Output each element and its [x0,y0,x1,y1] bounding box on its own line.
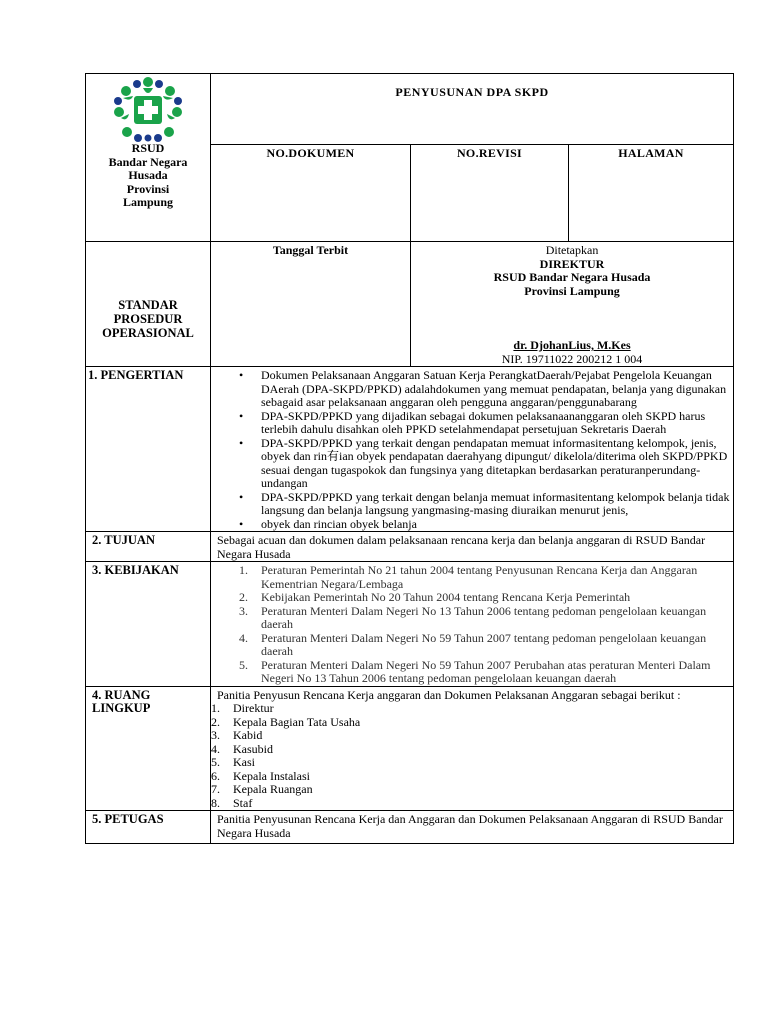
no-dokumen-header: NO.DOKUMEN [211,145,411,242]
label-line: LINGKUP [92,701,151,715]
item-number: 7. [211,782,220,796]
item-text: Peraturan Menteri Dalam Negeri No 59 Tahun 2007 tentang pedoman pengelolaan keuangan daerah [261,630,707,658]
kebijakan-label: 3. KEBIJAKAN [86,562,211,687]
item-number: 2. [211,714,220,729]
list-item [211,741,733,757]
item-text: Staf [233,795,253,810]
ruang-lingkup-intro: Panitia Penyusun Rencana Kerja anggaran dan Dokumen Pelaksanan Anggaran sebagai berikut : [217,687,681,702]
approval-line: Provinsi Lampung [524,283,620,298]
item-text: Kepala Instalasi [233,768,310,783]
organization-name [86,142,210,210]
approval-line: RSUD Bandar Negara Husada [493,270,651,284]
pengertian-content [211,367,734,532]
item-number: 1. [239,563,248,577]
list-item [211,782,733,797]
item-text: Kepala Bagian Tata Usaha [233,714,361,729]
item-number: 8. [211,795,220,810]
petugas-text: Panitia Penyusunan Rencana Kerja dan Anggaran dan Dokumen Pelaksanaan Anggaran di RSUD Bandar Negara Husada [211,811,734,844]
no-revisi-header: NO.REVISI [411,145,569,242]
list-item: • DPA-SKPD/PPKD yang terkait dengan pendapatan memuat informasitentang kelompok, jenis, obyek dan rin有ian obyek pendapatan daerahyang dipungut/ dikelola/diterima oleh SKPD/PPKD sesuai dengan tugaspokok dan fungsinya yang ditetapkan berdasarkan peraturanperundang-undangan [261,437,733,491]
item-number: 4. [211,741,220,756]
list-item [239,563,733,591]
item-number: 2. [239,590,248,604]
item-text: Kebijakan Pemerintah No 20 Tahun 2004 tentang Rencana Kerja Pemerintah [261,590,631,604]
signer-name: dr. DjohanLius, M.Kes [513,338,631,352]
approval-line: DIREKTUR [539,256,605,271]
ruang-lingkup-label [86,686,211,811]
label-line: 4. RUANG [92,687,151,702]
logo-cell [86,74,211,242]
org-line: Provinsi [126,181,170,196]
approval-cell [411,242,734,367]
kebijakan-content [211,562,734,687]
sop-label-cell [86,242,211,367]
ruang-lingkup-list [211,702,733,810]
list-item [211,768,733,784]
list-item [239,657,733,686]
tanggal-terbit-label: Tanggal Terbit [211,242,411,367]
kebijakan-list [211,564,733,686]
list-item [211,795,733,811]
list-item [239,630,733,659]
org-line: RSUD [131,141,165,155]
list-item [239,603,733,632]
pengertian-list [211,369,733,531]
sop-document [85,73,733,844]
item-text: Peraturan Pemerintah No 21 tahun 2004 tentang Penyusunan Rencana Kerja dan Anggaran Kementrian Negara/Lembaga [261,563,698,591]
list-item: • obyek dan rincian obyek belanja [261,518,733,532]
item-text: Kasi [233,755,255,769]
document-title: PENYUSUNAN DPA SKPD [211,74,734,145]
item-text: Kepala Ruangan [233,782,313,796]
list-item [211,701,733,716]
tujuan-text: Sebagai acuan dan dokumen dalam pelaksanaan rencana kerja dan belanja anggaran di RSUD Bandar Negara Husada [211,532,734,562]
item-number: 3. [211,728,220,742]
halaman-header: HALAMAN [569,145,734,242]
approval-line: Ditetapkan [545,243,599,257]
pengertian-label: 1. PENGERTIAN [86,367,211,532]
list-item: • DPA-SKPD/PPKD yang terkait dengan belanja memuat informasitentang kelompok belanja tidak langsung dan belanja langsung yangmasing-masing diuraikan menurut jenis, [261,491,733,518]
item-number: 4. [239,630,248,645]
petugas-label: 5. PETUGAS [86,811,211,844]
tujuan-label: 2. TUJUAN [86,532,211,562]
sop-label-line: PROSEDUR [113,312,183,326]
hospital-logo-icon [113,76,183,142]
item-text: Peraturan Menteri Dalam Negeri No 13 Tahun 2006 tentang pedoman pengelolaan keuangan daerah [261,603,707,631]
list-item [211,755,733,770]
org-line: Lampung [122,195,174,209]
list-item [211,728,733,743]
org-line: Bandar Negara [108,154,188,169]
item-text: Kabid [233,728,263,742]
org-line: Husada [128,168,168,182]
item-text: Direktur [233,701,274,715]
sop-label-line: OPERASIONAL [102,326,194,340]
item-number: 3. [239,603,248,618]
item-number: 1. [211,701,220,715]
list-item [239,590,733,605]
list-item [211,714,733,730]
item-number: 5. [211,755,220,769]
list-item: • Dokumen Pelaksanaan Anggaran Satuan Kerja PerangkatDaerah/Pejabat Pengelola Keuangan DAerah (DPA-SKPD/PPKD) adalahdokumen yang memuat pendapatan, belanja yang digunakan sebagaid asar pelaksanaan anggaran oleh pengguna anggaran/penggunabarang [261,369,733,410]
item-text: Kasubid [233,741,273,756]
item-number: 6. [211,768,220,783]
item-text: Peraturan Menteri Dalam Negeri No 59 Tahun 2007 Perubahan atas peraturan Menteri Dalam Negeri No 13 Tahun 2006 tentang pedoman pengelolaan keuangan daerah [261,657,711,685]
sop-label-line: STANDAR [118,298,178,312]
item-number: 5. [239,657,248,672]
list-item: • DPA-SKPD/PPKD yang dijadikan sebagai dokumen pelaksanaananggaran oleh SKPD harus terlebih dahulu disahkan oleh PPKD setelahmendapat persetujuan Sekretaris Daerah [261,410,733,437]
signer-nip: NIP. 19711022 200212 1 004 [501,351,643,366]
sop-table [85,73,734,844]
ruang-lingkup-content [211,686,734,811]
